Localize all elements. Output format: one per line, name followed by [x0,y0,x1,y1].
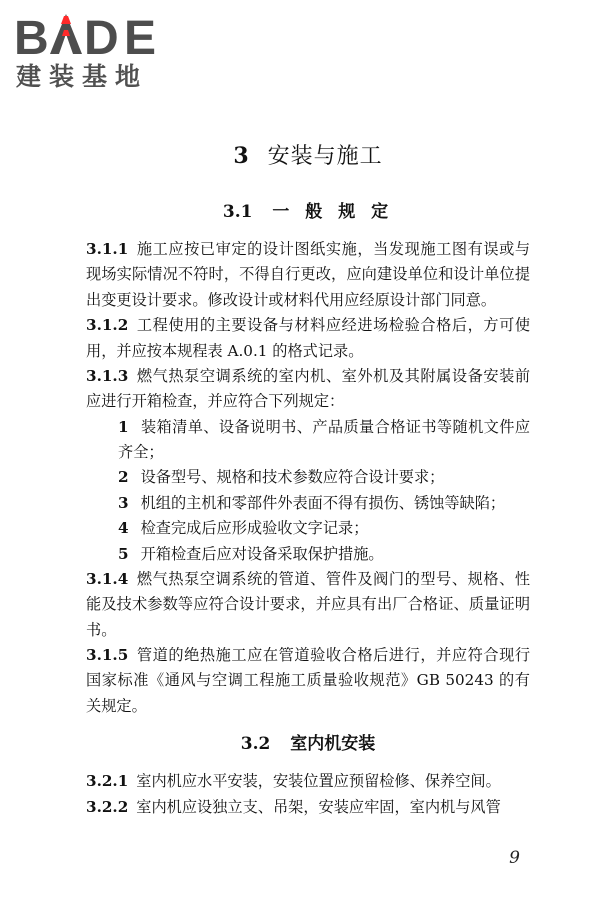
item-number: 2 [118,468,129,487]
clause-text: 施工应按已审定的设计图纸实施，当发现施工图有误或与现场实际情况不符时，不得自行更改，应向建设单位和设计单位提出变更设计要求。修改设计或材料代用应经原设计部门同意。 [86,240,530,309]
section-title-3-2 [86,733,530,755]
section-number: 3.1 [222,202,253,222]
clause-3-1-2 [86,313,530,364]
item-number: 1 [118,417,129,436]
clause-3-2-2 [86,795,530,820]
bade-logo [14,10,184,100]
item-text: 开箱检查后应对设备采取保护措施。 [140,544,384,563]
clause-3-1-1 [86,237,530,313]
list-item [86,465,530,490]
chapter-title [86,140,530,173]
page-number: 9 [509,848,520,868]
clause-3-1-3 [86,364,530,415]
clause-number: 3.1.5 [86,646,129,665]
section-name: 一 般 规 定 [272,202,394,222]
list-item [86,542,530,567]
clause-number: 3.1.3 [86,366,129,385]
clause-3-1-5 [86,643,530,719]
item-number: 3 [118,493,129,512]
clause-number: 3.2.2 [86,797,129,816]
section-title-3-1 [86,201,530,223]
clause-text: 工程使用的主要设备与材料应经进场检验合格后，方可使用，并应按本规程表 A.0.1 的格式记录。 [86,316,530,360]
clause-number: 3.1.2 [86,316,129,335]
list-item [86,516,530,541]
svg-text:D: D [84,12,119,60]
logo-mark-icon [14,10,184,60]
clause-text: 管道的绝热施工应在管道验收合格后进行，并应符合现行国家标准《通风与空调工程施工质量验收规范》GB 50243 的有关规定。 [86,646,530,715]
item-text: 装箱清单、设备说明书、产品质量合格证书等随机文件应齐全； [118,417,530,462]
clause-text: 室内机应水平安装，安装位置应预留检修、保养空间。 [136,772,501,791]
clause-text: 室内机应设独立支、吊架，安装应牢固，室内机与风管 [136,797,501,816]
item-number: 4 [118,519,129,538]
logo-subtitle: 建装基地 [16,62,149,91]
chapter-number: 3 [233,143,250,169]
item-text: 设备型号、规格和技术参数应符合设计要求； [140,468,445,487]
document-body [86,140,530,820]
list-item [86,491,530,516]
clause-3-2-1 [86,769,530,794]
clause-text: 燃气热泵空调系统的管道、管件及阀门的型号、规格、性能及技术参数等应符合设计要求，并应具有出厂合格证、质量证明书。 [86,569,530,639]
item-text: 机组的主机和零部件外表面不得有损伤、锈蚀等缺陷； [140,493,506,512]
section-number: 3.2 [240,734,271,755]
clause-number: 3.2.1 [86,772,129,791]
clause-3-1-4 [86,567,530,643]
list-item [86,415,530,466]
section-name: 室内机安装 [290,734,376,755]
clause-text: 燃气热泵空调系统的室内机、室外机及其附属设备安装前应进行开箱检查，并应符合下列规定： [86,366,530,411]
item-text: 检查完成后应形成验收文字记录； [140,519,369,538]
clause-number: 3.1.1 [86,240,129,259]
item-number: 5 [118,544,129,563]
chapter-name: 安装与施工 [267,144,383,169]
clause-number: 3.1.4 [86,569,129,588]
svg-text:E: E [124,12,157,60]
section-spacer [86,719,530,733]
svg-text:B: B [14,12,49,60]
